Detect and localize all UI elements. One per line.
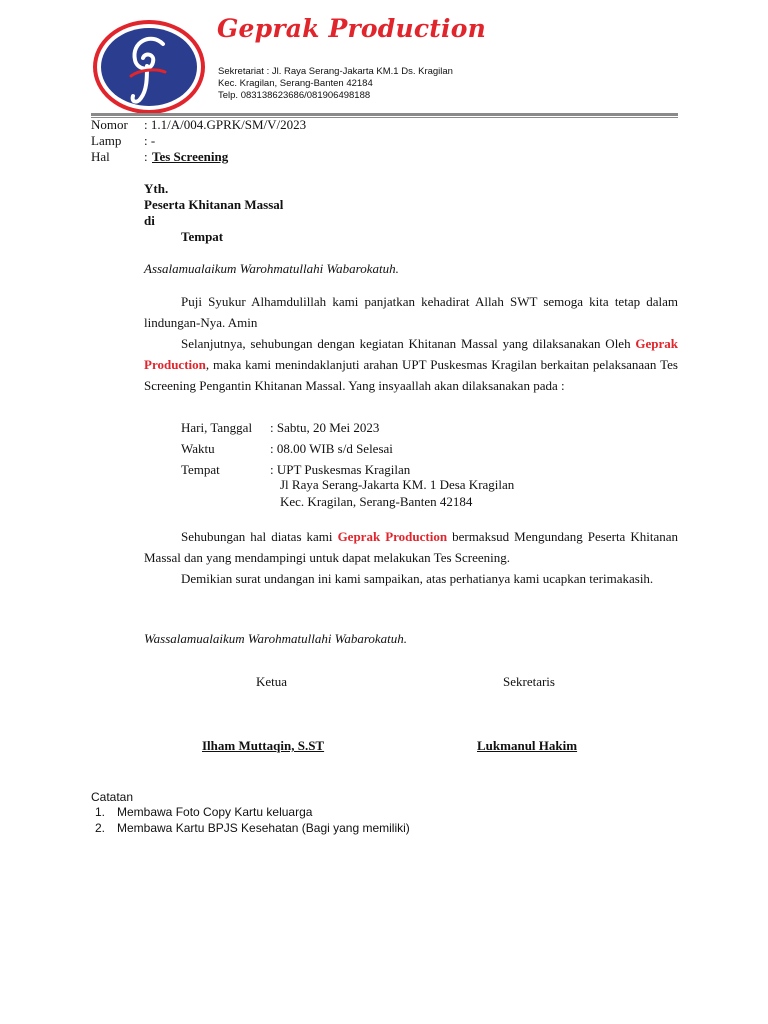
signature-left-title: Ketua: [256, 674, 288, 689]
recipient-name: Peserta Khitanan Massal: [144, 197, 284, 212]
greeting: Assalamualaikum Warohmatullahi Wabarokatuh.: [144, 261, 399, 276]
hal-colon: :: [144, 149, 148, 164]
paragraph-4: Demikian surat undangan ini kami sampaikan, atas perhatianya kami ucapkan terimakasih.: [181, 571, 654, 586]
paragraph-2: [144, 333, 678, 396]
header-rule-thick: [91, 113, 678, 116]
signature-left-name: Ilham Muttaqin, S.ST: [202, 738, 325, 753]
paragraph-3: [144, 526, 678, 568]
date-value: : Sabtu, 20 Mei 2023: [270, 420, 380, 435]
note-item-1-text: Membawa Foto Copy Kartu keluarga: [117, 805, 313, 819]
address-line-2: Kec. Kragilan, Serang-Banten 42184: [218, 78, 373, 89]
notes-title: Catatan: [91, 790, 134, 804]
paragraph-3-after: bermaksud Mengundang Peserta Khitanan Massal dan yang mendampingi untuk dapat melakukan Tes Screening.: [144, 529, 678, 565]
note-item-2-text: Membawa Kartu BPJS Kesehatan (Bagi yang memiliki): [117, 821, 410, 835]
address-line-3: Telp. 083138623686/081906498188: [218, 90, 371, 101]
lamp-value: : -: [144, 133, 156, 148]
note-item-2-num: 2.: [95, 821, 106, 835]
signature-right-name: Lukmanul Hakim: [477, 738, 578, 753]
signature-right-title: Sekretaris: [503, 674, 555, 689]
paragraph-1: Puji Syukur Alhamdulillah kami panjatkan kehadirat Allah SWT semoga kita tetap dalam lindungan-Nya. Amin: [144, 294, 678, 330]
place-line-2: Jl Raya Serang-Jakarta KM. 1 Desa Kragilan: [280, 477, 515, 492]
lamp-label: Lamp: [91, 133, 122, 148]
closing: Wassalamualaikum Warohmatullahi Wabarokatuh.: [144, 631, 408, 646]
address-line-1: Sekretariat : Jl. Raya Serang-Jakarta KM.1 Ds. Kragilan: [218, 66, 453, 77]
paragraph-2-before: Selanjutnya, sehubungan dengan kegiatan Khitanan Massal yang dilaksanakan Oleh: [181, 336, 636, 351]
time-value: : 08.00 WIB s/d Selesai: [270, 441, 393, 456]
recipient-di: di: [144, 213, 155, 228]
recipient-yth: Yth.: [144, 181, 169, 196]
paragraph-3-highlight: Geprak Production: [337, 529, 448, 544]
nomor-value: : 1.1/A/004.GPRK/SM/V/2023: [144, 117, 307, 132]
paragraph-2-after: , maka kami menindaklanjuti arahan UPT Puskesmas Kragilan berkaitan pelaksanaan Tes Screening Pengantin Khitanan Massal. Yang insyaallah akan dilaksanakan pada :: [144, 357, 678, 393]
hal-label: Hal: [91, 149, 110, 164]
paragraph-3-before: Sehubungan hal diatas kami: [181, 529, 338, 544]
brand-name: Geprak Production: [217, 14, 486, 43]
recipient-tempat: Tempat: [181, 229, 224, 244]
place-line-3: Kec. Kragilan, Serang-Banten 42184: [280, 494, 473, 509]
note-item-1-num: 1.: [95, 805, 106, 819]
nomor-label: Nomor: [91, 117, 128, 132]
place-value: : UPT Puskesmas Kragilan: [270, 462, 411, 477]
paragraph-2-highlight: Geprak Production: [144, 336, 678, 372]
place-label: Tempat: [181, 462, 220, 477]
date-label: Hari, Tanggal: [181, 420, 253, 435]
geprak-logo-icon: [91, 18, 207, 116]
time-label: Waktu: [181, 441, 215, 456]
hal-value: Tes Screening: [152, 149, 229, 164]
